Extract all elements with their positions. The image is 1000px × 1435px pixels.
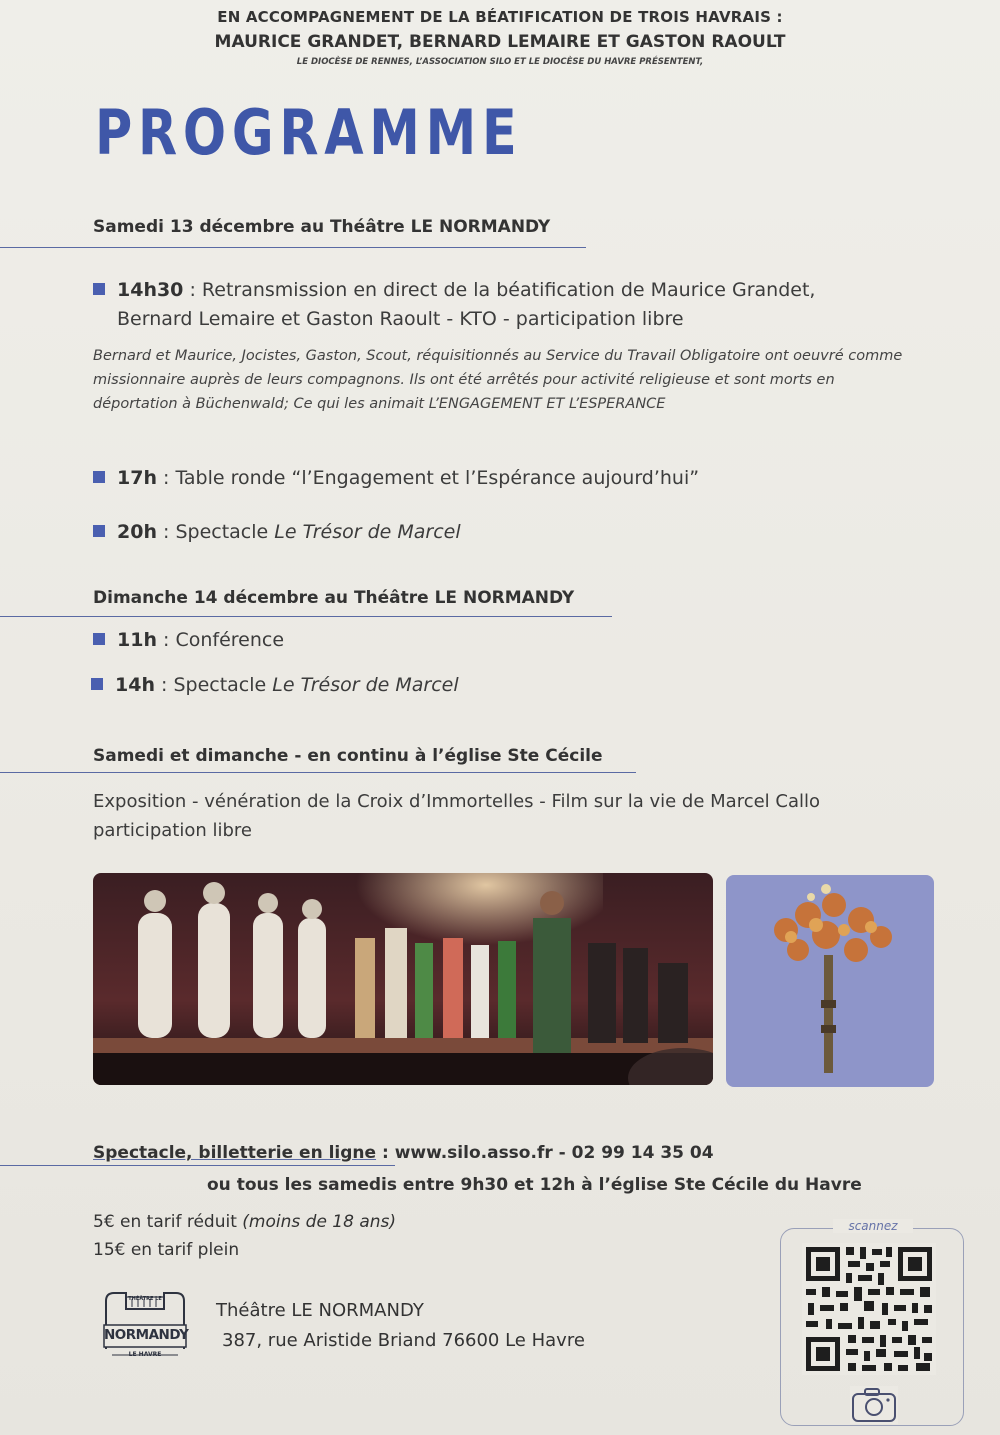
sunday-item-14h <box>91 671 459 700</box>
time-label: 14h <box>115 674 155 696</box>
item-text: : Conférence <box>156 629 285 651</box>
stage-photo-illustration <box>93 873 713 1085</box>
weekend-heading: Samedi et dimanche - en continu à l’église Ste Cécile <box>93 746 603 766</box>
item-text: : Spectacle <box>154 674 273 696</box>
item-text: : Table ronde “l’Engagement et l’Espérance aujourd’hui” <box>156 467 700 489</box>
saturday-item-17h <box>93 464 699 493</box>
bullet-icon <box>93 471 105 483</box>
saturday-rule <box>0 247 586 248</box>
saturday-item-1430 <box>93 276 953 334</box>
item-text: : Retransmission en direct de la béatification de Maurice Grandet, <box>183 279 816 301</box>
header-line-1: EN ACCOMPAGNEMENT DE LA BÉATIFICATION DE TROIS HAVRAIS : <box>217 8 783 26</box>
camera-icon-svg <box>850 1386 898 1424</box>
weekend-description <box>93 787 933 845</box>
ticket-contact: : www.silo.asso.fr - 02 99 14 35 04 <box>376 1143 714 1163</box>
bullet-icon <box>93 525 105 537</box>
exposition-text: Exposition - vénération de la Croix d’Immortelles - Film sur la vie de Marcel Callo <box>93 791 821 812</box>
ticket-line-2: ou tous les samedis entre 9h30 et 12h à l’église Ste Cécile du Havre <box>207 1175 862 1195</box>
venue-name: Théâtre LE NORMANDY <box>216 1300 424 1321</box>
camera-icon <box>850 1386 898 1424</box>
scan-label: scannez <box>833 1219 913 1233</box>
immortelles-cross-photo <box>726 875 934 1087</box>
ticket-line-1 <box>93 1143 714 1163</box>
time-label: 17h <box>117 467 157 489</box>
logo-main-text: NORMANDY <box>104 1327 189 1343</box>
saturday-item-20h <box>93 518 461 547</box>
show-title: Le Trésor de Marcel <box>274 521 461 543</box>
time-label: 14h30 <box>117 279 184 301</box>
price-reduced-text: 5€ en tarif réduit <box>93 1212 243 1232</box>
ticket-label: Spectacle, billetterie en ligne <box>93 1143 377 1163</box>
time-label: 20h <box>117 521 157 543</box>
item-text-continued: Bernard Lemaire et Gaston Raoult - KTO - participation libre <box>117 308 684 330</box>
sunday-rule <box>0 616 612 617</box>
venue-address: 387, rue Aristide Briand 76600 Le Havre <box>222 1330 585 1351</box>
price-reduced-note: (moins de 18 ans) <box>242 1212 397 1232</box>
stage-photo <box>93 873 713 1085</box>
show-title: Le Trésor de Marcel <box>272 674 459 696</box>
theatre-logo <box>102 1289 188 1365</box>
bullet-icon <box>93 633 105 645</box>
qr-code[interactable] <box>802 1243 936 1375</box>
ticket-rule <box>0 1165 395 1166</box>
qr-code-icon <box>802 1243 936 1375</box>
bullet-icon <box>93 283 105 295</box>
price-full: 15€ en tarif plein <box>93 1240 240 1260</box>
sunday-heading: Dimanche 14 décembre au Théâtre LE NORMANDY <box>93 588 575 608</box>
sunday-item-11h <box>93 626 284 655</box>
weekend-rule <box>0 772 636 773</box>
price-reduced <box>93 1212 396 1232</box>
participation-text: participation libre <box>93 820 252 841</box>
page-title: PROGRAMME <box>95 96 523 169</box>
logo-bottom-text: LE HAVRE <box>128 1351 162 1358</box>
header-line-2: MAURICE GRANDET, BERNARD LEMAIRE ET GASTON RAOULT <box>214 32 786 52</box>
saturday-heading: Samedi 13 décembre au Théâtre LE NORMANDY <box>93 217 551 237</box>
time-label: 11h <box>117 629 157 651</box>
flower-cross-illustration <box>726 875 934 1087</box>
saturday-description: Bernard et Maurice, Jocistes, Gaston, Scout, réquisitionnés au Service du Travail Obligatoire ont oeuvré comme missionnaire auprès de leurs compagnons. Ils ont été arrêtés pour activité religieuse et sont morts en déportation à Büchenwald; Ce qui les animait L’ENGAGEMENT ET L’ESPERANCE <box>93 348 903 412</box>
bullet-icon <box>91 678 103 690</box>
item-text: : Spectacle <box>156 521 275 543</box>
header-line-3: LE DIOCÈSE DE RENNES, L’ASSOCIATION SILO ET LE DIOCÈSE DU HAVRE PRÉSENTENT, <box>296 57 704 67</box>
logo-top-text: THÉÂTRE LE <box>128 1296 162 1302</box>
